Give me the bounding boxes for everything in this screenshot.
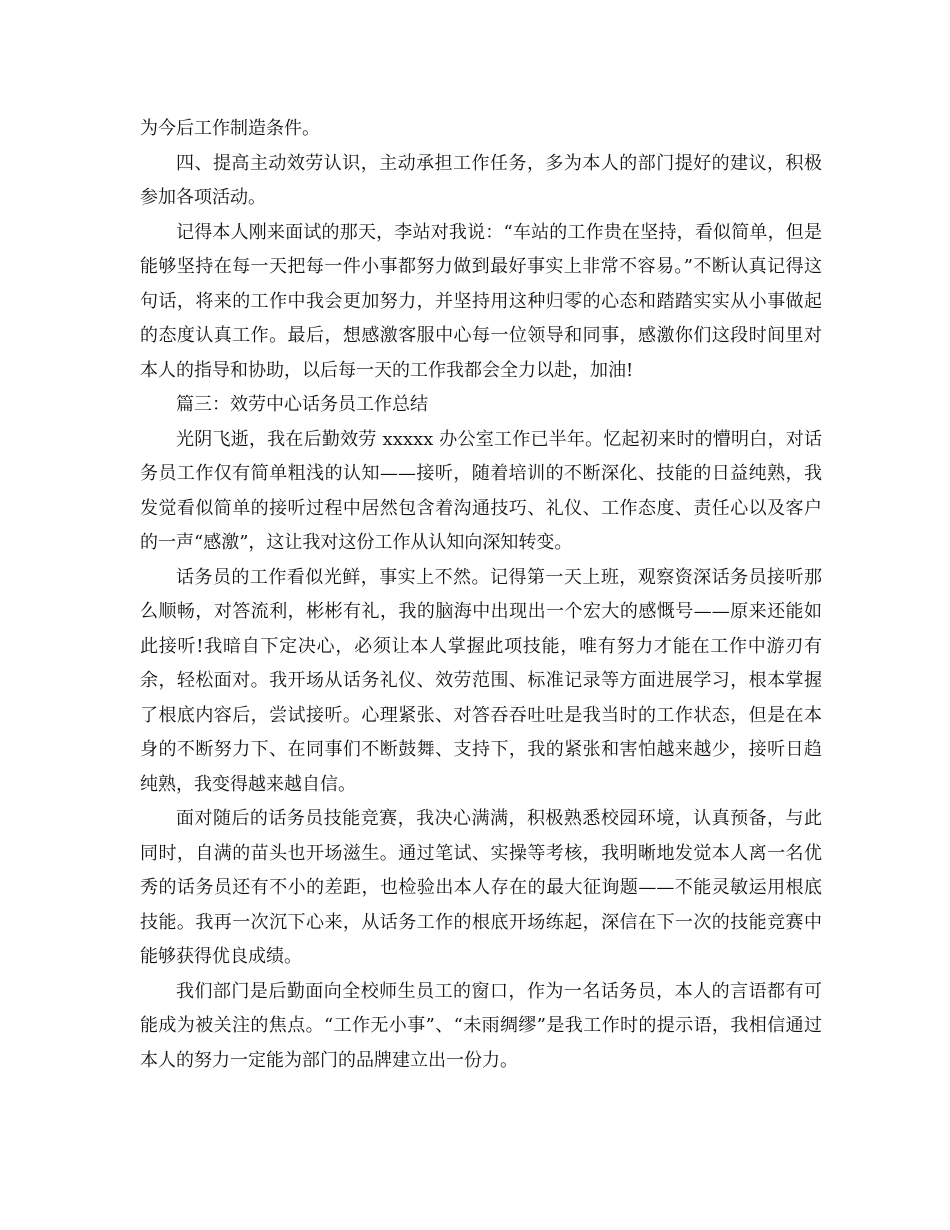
document-body [140, 112, 822, 1078]
paragraph-7: 面对随后的话务员技能竞赛，我决心满满，积极熟悉校园环境，认真预备，与此同时，自满的苗头也开场滋生。通过笔试、实操等考核，我明晰地发觉本人离一名优秀的话务员还有不小的差距，也检验出本人存在的最大征询题——不能灵敏运用根底技能。我再一次沉下心来，从话务工作的根底开场练起，深信在下一次的技能竞赛中能够获得优良成绩。 [140, 808, 822, 967]
section-heading: 篇三：效劳中心话务员工作总结 [176, 394, 428, 415]
paragraph-6: 话务员的工作看似光鲜，事实上不然。记得第一天上班，观察资深话务员接听那么顺畅，对答流利，彬彬有礼，我的脑海中出现出一个宏大的感慨号——原来还能如此接听!我暗自下定决心，必须让本人掌握此项技能，唯有努力才能在工作中游刃有余，轻松面对。我开场从话务礼仪、效劳范围、标准记录等方面进展学习，根本掌握了根底内容后，尝试接听。心理紧张、对答吞吞吐吐是我当时的工作状态，但是在本身的不断努力下、在同事们不断鼓舞、支持下，我的紧张和害怕越来越少，接听日趋纯熟，我变得越来越自信。 [140, 566, 822, 795]
paragraph-2: 四、提高主动效劳认识，主动承担工作任务，多为本人的部门提好的建议，积极参加各项活动。 [140, 152, 822, 208]
paragraph-5: 光阴飞逝，我在后勤效劳 xxxxx 办公室工作已半年。忆起初来时的懵明白，对话务员工作仅有简单粗浅的认知——接听，随着培训的不断深化、技能的日益纯熟，我发觉看似简单的接听过程中居然包含着沟通技巧、礼仪、工作态度、责任心以及客户的一声“感激”，这让我对这份工作从认知向深知转变。 [140, 428, 822, 553]
paragraph-3: 记得本人刚来面试的那天，李站对我说：“车站的工作贵在坚持，看似简单，但是能够坚持在每一天把每一件小事都努力做到最好事实上非常不容易。”不断认真记得这句话，将来的工作中我会更加努力，并坚持用这种归零的心态和踏踏实实从小事做起的态度认真工作。最后，想感激客服中心每一位领导和同事，感激你们这段时间里对本人的指导和协助，以后每一天的工作我都会全力以赴，加油! [140, 221, 822, 381]
paragraph-8: 我们部门是后勤面向全校师生员工的窗口，作为一名话务员，本人的言语都有可能成为被关注的焦点。“工作无小事”、“未雨绸缪”是我工作时的提示语，我相信通过本人的努力一定能为部门的品牌建立出一份力。 [140, 980, 822, 1071]
paragraph-1: 为今后工作制造条件。 [140, 118, 320, 139]
